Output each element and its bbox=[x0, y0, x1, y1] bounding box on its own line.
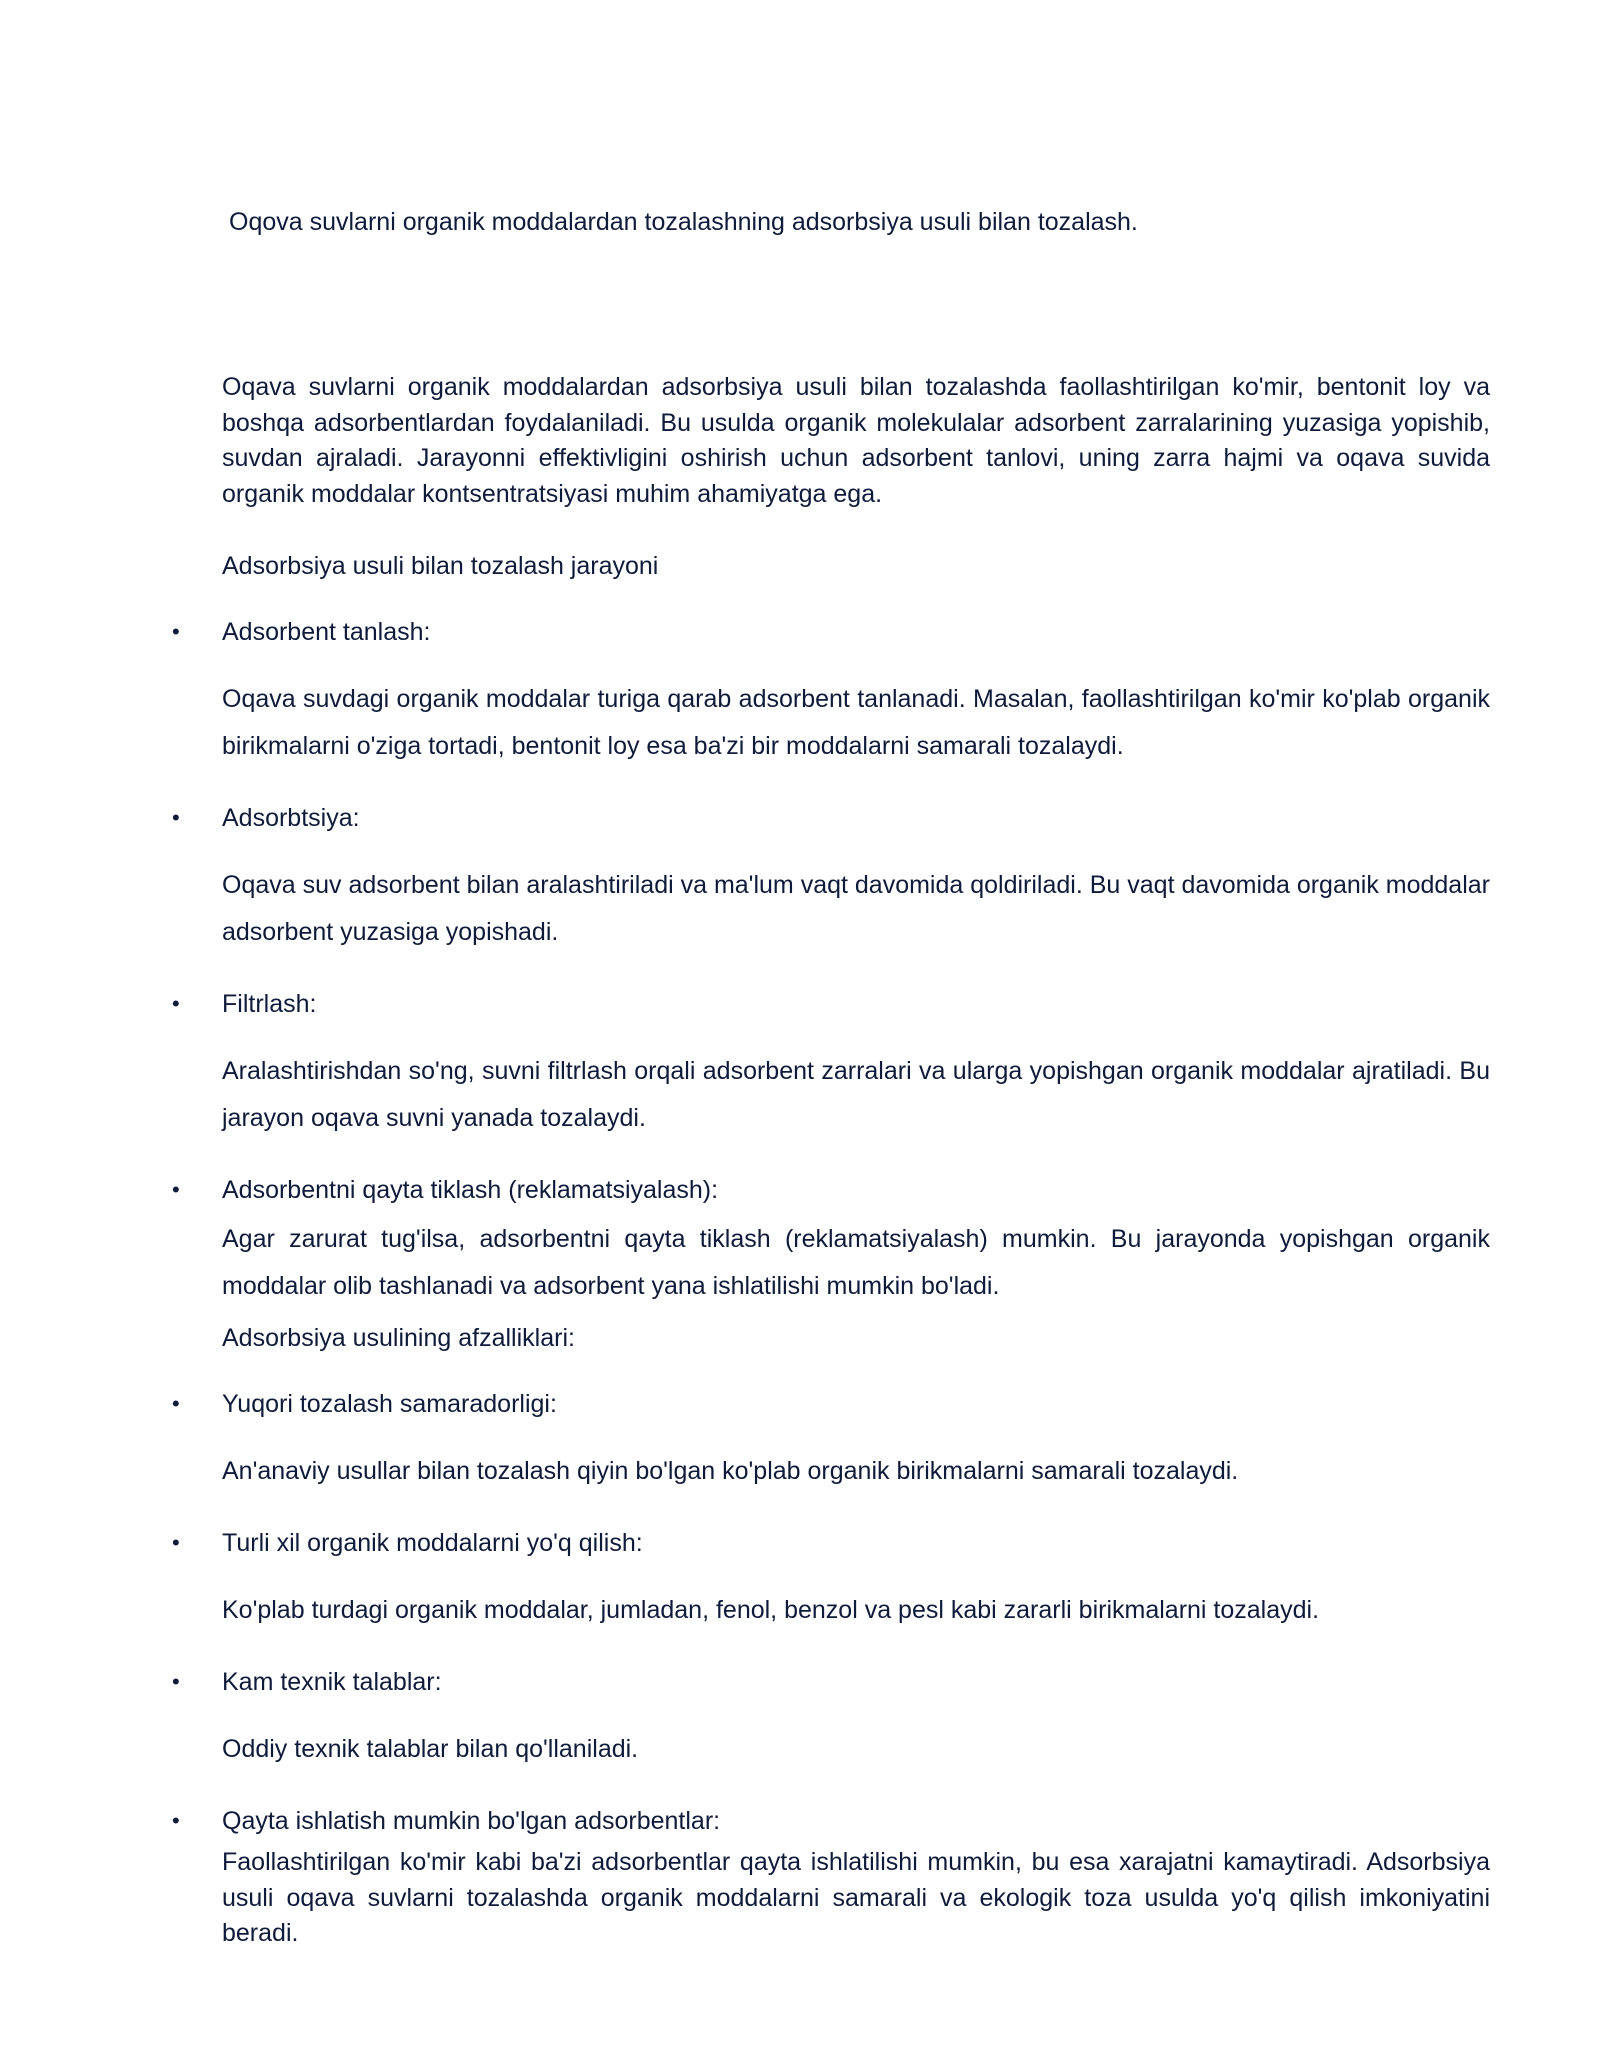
bullet-icon: • bbox=[172, 805, 180, 830]
bullet-icon: • bbox=[172, 1669, 180, 1694]
advantage-title-text: Qayta ishlatish mumkin bo'lgan adsorbentlar: bbox=[222, 1807, 721, 1835]
bullet-icon: • bbox=[172, 991, 180, 1016]
advantage-text: An'anaviy usullar bilan tozalash qiyin bo'lgan ko'plab organik birikmalarni samarali tozalaydi. bbox=[222, 1457, 1239, 1485]
intro-paragraph: Oqava suvlarni organik moddalardan adsorbsiya usuli bilan tozalashda faollashtirilgan ko'mir, bentonit loy va boshqa adsorbentlardan foydalaniladi. Bu usulda organik molekulalar adsorbent zarralarining yuzasiga yopishib, suvdan ajraladi. Jarayonni effektivligini oshirish uchun adsorbent tanlovi, uning zarra hajmi va oqava suvida organik moddalar kontsentratsiyasi muhim ahamiyatga ega. bbox=[222, 373, 1490, 508]
advantage-text: Faollashtirilgan ko'mir kabi ba'zi adsorbentlar qayta ishlatilishi mumkin, bu esa xarajatni kamaytiradi. bbox=[222, 1848, 1359, 1876]
advantage-title bbox=[172, 1386, 1490, 1422]
process-step-title-text: Adsorbent tanlash: bbox=[222, 618, 431, 646]
bullet-icon: • bbox=[172, 1391, 180, 1416]
process-step-title-text: Adsorbtsiya: bbox=[222, 804, 360, 832]
document-title: Oqova suvlarni organik moddalardan tozalashning adsorbsiya usuli bilan tozalash. bbox=[229, 208, 1138, 236]
conclusion-paragraph: Adsorbsiya usuli oqava suvlarni tozalashda organik moddalarni samarali va ekologik toza usulda yo'q qilish imkoniyatini beradi. bbox=[222, 1848, 1490, 1947]
advantage-title-text: Yuqori tozalash samaradorligi: bbox=[222, 1390, 557, 1418]
process-step-title bbox=[172, 800, 1490, 836]
document-body bbox=[172, 370, 1490, 1952]
process-step-text: Oqava suvdagi organik moddalar turiga qarab adsorbent tanlanadi. Masalan, faollashtirilgan ko'mir ko'plab organik birikmalarni o'ziga tortadi, bentonit loy esa ba'zi bir moddalarni samarali tozalaydi. bbox=[222, 685, 1490, 760]
advantage-title bbox=[172, 1664, 1490, 1700]
process-step-text: Oqava suv adsorbent bilan aralashtiriladi va ma'lum vaqt davomida qoldiriladi. Bu vaqt davomida organik moddalar adsorbent yuzasiga yopishadi. bbox=[222, 871, 1490, 946]
advantage-text: Oddiy texnik talablar bilan qo'llaniladi. bbox=[222, 1735, 639, 1763]
advantage-title-text: Kam texnik talablar: bbox=[222, 1668, 442, 1696]
process-step-title-text: Adsorbentni qayta tiklash (reklamatsiyalash): bbox=[222, 1176, 719, 1204]
process-heading: Adsorbsiya usuli bilan tozalash jarayoni bbox=[222, 552, 659, 580]
process-step-title bbox=[172, 1172, 1490, 1208]
process-step-title bbox=[172, 986, 1490, 1022]
process-step-text: Aralashtirishdan so'ng, suvni filtrlash orqali adsorbent zarralari va ularga yopishgan organik moddalar ajratiladi. Bu jarayon oqava suvni yanada tozalaydi. bbox=[222, 1057, 1490, 1132]
process-step-title bbox=[172, 614, 1490, 650]
advantage-title-text: Turli xil organik moddalarni yo'q qilish: bbox=[222, 1529, 643, 1557]
advantage-title bbox=[172, 1525, 1490, 1561]
bullet-icon: • bbox=[172, 1177, 180, 1202]
process-step-text: Agar zarurat tug'ilsa, adsorbentni qayta tiklash (reklamatsiyalash) mumkin. Bu jarayonda yopishgan organik moddalar olib tashlanadi va adsorbent yana ishlatilishi mumkin bo'ladi. bbox=[222, 1225, 1490, 1300]
process-step-title-text: Filtrlash: bbox=[222, 990, 317, 1018]
advantage-title bbox=[172, 1803, 1490, 1839]
bullet-icon: • bbox=[172, 619, 180, 644]
advantage-text: Ko'plab turdagi organik moddalar, jumladan, fenol, benzol va pesl kabi zararli birikmalarni tozalaydi. bbox=[222, 1596, 1320, 1624]
final-block bbox=[222, 1845, 1490, 1952]
advantages-heading: Adsorbsiya usulining afzalliklari: bbox=[222, 1324, 575, 1352]
bullet-icon: • bbox=[172, 1530, 180, 1555]
bullet-icon: • bbox=[172, 1808, 180, 1833]
